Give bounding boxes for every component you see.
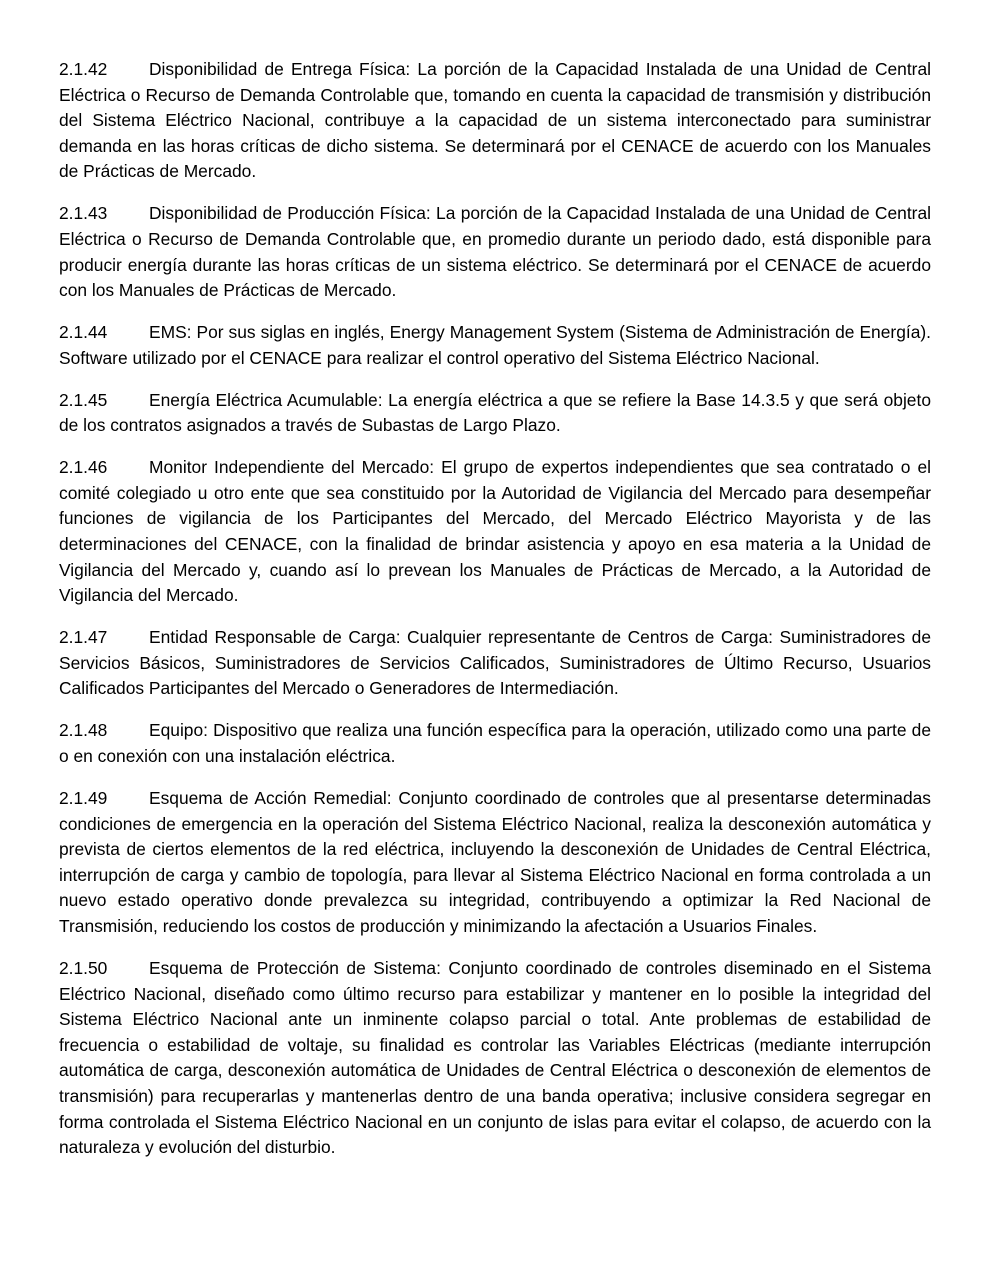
definition-number: 2.1.44 (59, 322, 108, 343)
definition-number: 2.1.49 (59, 787, 108, 808)
definition-text: Disponibilidad de Producción Física: La porción de la Capacidad Instalada de una Unidad de Central Eléctrica o Recurso de Demanda Controlable que, en promedio durante un periodo dado, está disponible para producir energía durante las horas críticas de un sistema eléctrico. Se determinará por el CENACE de acuerdo con los Manuales de Prácticas de Mercado. (59, 203, 931, 301)
definition-text: Equipo: Dispositivo que realiza una función específica para la operación, utilizado como una parte de o en conexión con una instalación eléctrica. (59, 720, 931, 766)
definition-paragraph (59, 455, 931, 609)
definition-number: 2.1.47 (59, 627, 108, 648)
definition-text: EMS: Por sus siglas en inglés, Energy Management System (Sistema de Administración de Energía). Software utilizado por el CENACE para realizar el control operativo del Sistema Eléctrico Nacional. (59, 322, 931, 368)
definition-paragraph (59, 625, 931, 702)
definition-paragraph (59, 201, 931, 303)
definition-text: Esquema de Acción Remedial: Conjunto coordinado de controles que al presentarse determinadas condiciones de emergencia en la operación del Sistema Eléctrico Nacional, realiza la desconexión automática y prevista de ciertos elementos de la red eléctrica, incluyendo la desconexión de Unidades de Central Eléctrica, interrupción de carga y cambio de topología, para llevar al Sistema Eléctrico Nacional en forma controlada a un nuevo estado operativo donde prevalezca su integridad, contribuyendo a optimizar la Red Nacional de Transmisión, reduciendo los costos de producción y minimizando la afectación a Usuarios Finales. (59, 787, 931, 936)
definition-paragraph (59, 320, 931, 371)
definition-text: Disponibilidad de Entrega Física: La porción de la Capacidad Instalada de una Unidad de Central Eléctrica o Recurso de Demanda Controlable que, tomando en cuenta la capacidad de transmisión y distribución del Sistema Eléctrico Nacional, contribuye a la capacidad de un sistema interconectado para suministrar demanda en las horas críticas de dicho sistema. Se determinará por el CENACE de acuerdo con los Manuales de Prácticas de Mercado. (59, 59, 931, 182)
definition-paragraph (59, 786, 931, 940)
definition-number: 2.1.42 (59, 59, 108, 79)
document-page (59, 57, 931, 1177)
definition-paragraph (59, 388, 931, 439)
definition-number: 2.1.46 (59, 457, 108, 478)
definition-number: 2.1.45 (59, 389, 108, 410)
definition-text: Monitor Independiente del Mercado: El grupo de expertos independientes que sea contratado o el comité colegiado u otro ente que sea constituido por la Autoridad de Vigilancia del Mercado para desempeñar funciones de vigilancia de los Participantes del Mercado, del Mercado Eléctrico Mayorista y de las determinaciones del CENACE, con la finalidad de brindar asistencia y apoyo en esa materia a la Unidad de Vigilancia del Mercado y, cuando así lo prevean los Manuales de Prácticas de Mercado, a la Autoridad de Vigilancia del Mercado. (59, 457, 931, 606)
definition-number: 2.1.48 (59, 720, 108, 741)
definition-paragraph (59, 956, 931, 1161)
definition-text: Energía Eléctrica Acumulable: La energía eléctrica a que se refiere la Base 14.3.5 y que será objeto de los contratos asignados a través de Subastas de Largo Plazo. (59, 389, 931, 436)
definition-text: Esquema de Protección de Sistema: Conjunto coordinado de controles diseminado en el Sistema Eléctrico Nacional, diseñado como último recurso para estabilizar y mantener en lo posible la integridad del Sistema Eléctrico Nacional ante un inminente colapso parcial o total. Ante problemas de estabilidad de frecuencia o estabilidad de voltaje, su finalidad es controlar las Variables Eléctricas (mediante interrupción automática de carga, desconexión automática de Unidades de Central Eléctrica o desconexión de elementos de transmisión) para recuperarlas y mantenerlas dentro de una banda operativa; inclusive considera segregar en forma controlada el Sistema Eléctrico Nacional en un conjunto de islas para evitar el colapso, de acuerdo con la naturaleza y evolución del disturbio. (59, 957, 931, 1158)
definition-text: Entidad Responsable de Carga: Cualquier representante de Centros de Carga: Suministradores de Servicios Básicos, Suministradores de Servicios Calificados, Suministradores de Último Recurso, Usuarios Calificados Participantes del Mercado o Generadores de Intermediación. (59, 627, 931, 699)
definition-paragraph (59, 718, 931, 769)
definition-number: 2.1.50 (59, 957, 108, 978)
definition-number: 2.1.43 (59, 203, 108, 224)
definition-paragraph (59, 57, 931, 185)
